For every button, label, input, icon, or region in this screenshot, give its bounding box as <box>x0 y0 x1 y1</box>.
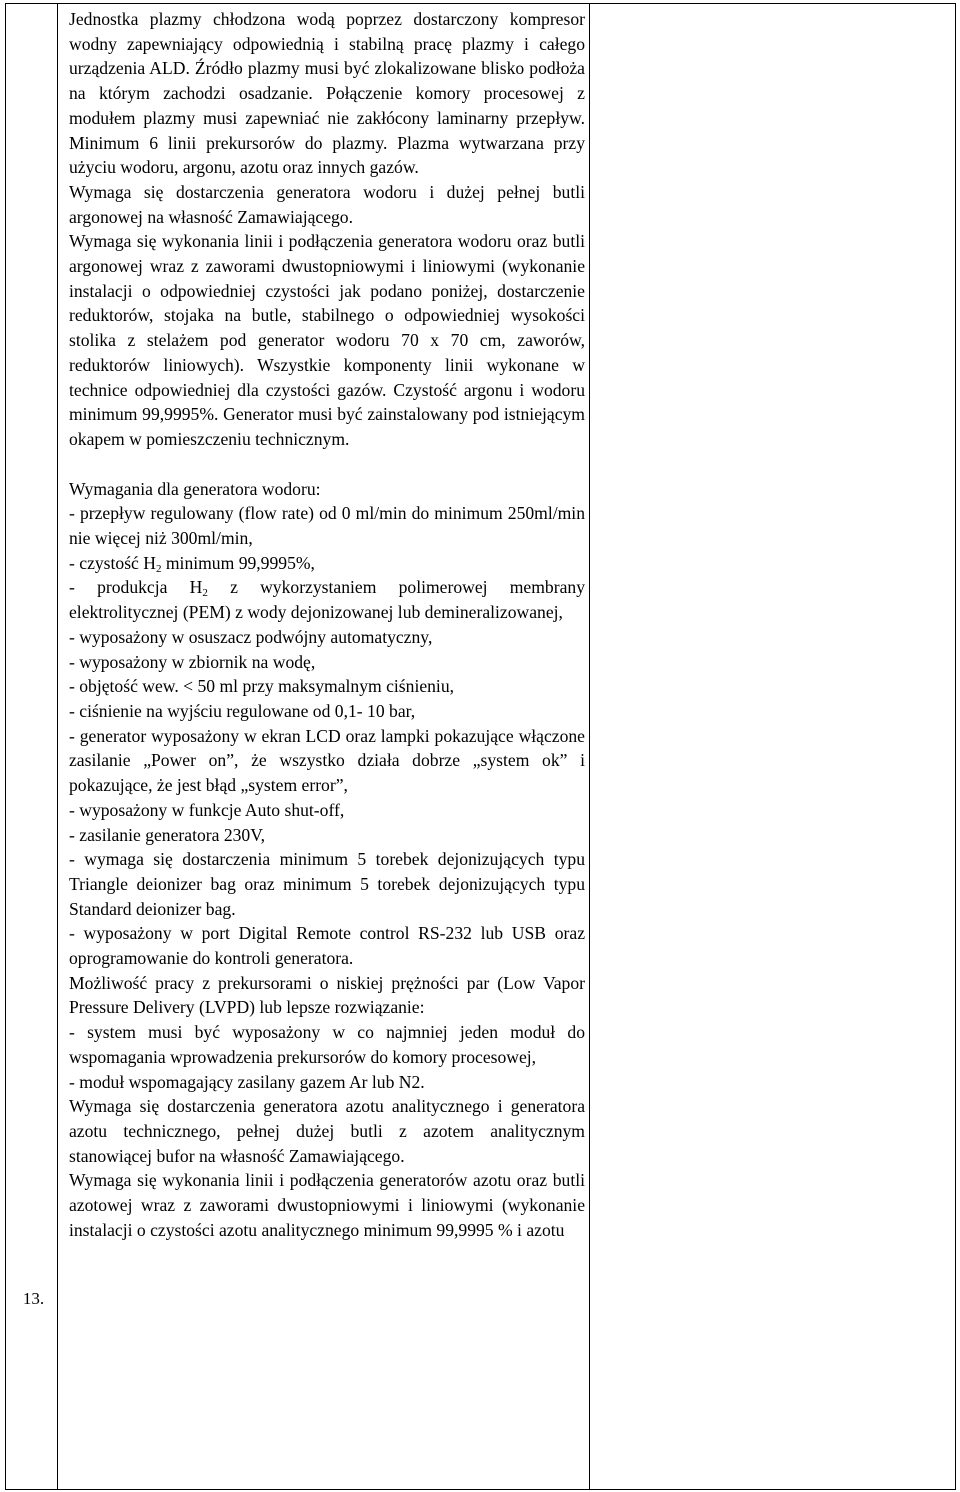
generator-heading: Wymagania dla generatora wodoru: <box>69 478 321 499</box>
nitrogen-installation-paragraph: Wymaga się wykonania linii i podłączenia generatorów azotu oraz butli azotowej wraz z zaworami dwustopniowymi i liniowymi (wykonanie instalacji o czystości azotu analitycznego minimum 99,9995 % i azotu <box>69 1170 585 1240</box>
lvpd-item: - moduł wspomagający zasilany gazem Ar lub N2. <box>69 1071 425 1092</box>
plasma-unit-paragraph: Jednostka plazmy chłodzona wodą poprzez dostarczony kompresor wodny zapewniający odpowiednią i stabilną pracę plazmy i całego urządzenia ALD. Źródło plazmy musi być zlokalizowane blisko podłoża na którym zachodzi osadzanie. Połączenie komory procesowej z modułem plazmy musi zapewniać nie zakłócony laminarny przepływ. Minimum 6 linii prekursorów do plazmy. Plazma wytwarzana przy użyciu wodoru, argonu, azotu oraz innych gazów. <box>69 9 585 178</box>
generator-production: - produkcja $H_2$ z wykorzystaniem polimerowej membrany elektrolitycznej (PEM) z wody dejonizowanej lub demineralizowanej, <box>69 577 585 623</box>
generator-item: - generator wyposażony w ekran LCD oraz lampki pokazujące włączone zasilanie „Power on”, że wszystko działa dobrze „system ok” i pokazujące, że jest błąd „system error”, <box>69 725 585 796</box>
generator-purity: - czystość $H_2$ minimum 99,9995%, <box>69 552 315 575</box>
generator-item: - objętość wew. < 50 ml przy maksymalnym ciśnieniu, <box>69 676 455 697</box>
column-divider-right <box>589 4 590 1489</box>
generator-item: - wyposażony w osuszacz podwójny automatyczny, <box>69 626 433 647</box>
nitrogen-generator-paragraph: Wymaga się dostarczenia generatora azotu analitycznego i generatora azotu technicznego, pełnej dużej butli z azotem analitycznym stanowiącej bufor na własność Zamawiającego. <box>69 1096 585 1166</box>
column-divider-left <box>57 4 58 1489</box>
requirements-text <box>69 7 585 1242</box>
lvpd-intro: Możliwość pracy z prekursorami o niskiej prężności par (Low Vapor Pressure Delivery (LVPD) lub lepsze rozwiązanie: <box>69 972 585 1018</box>
generator-flow: - przepływ regulowany (flow rate) od 0 ml/min do minimum 250ml/min nie więcej niż 300ml/min, <box>69 503 585 549</box>
hydrogen-generator-paragraph: Wymaga się dostarczenia generatora wodoru i dużej pełnej butli argonowej na własność Zamawiającego. <box>69 181 585 227</box>
paragraph-gap <box>69 452 585 477</box>
generator-item: - ciśnienie na wyjściu regulowane od 0,1- 10 bar, <box>69 700 416 721</box>
generator-item: - wymaga się dostarczenia minimum 5 torebek dejonizujących typu Triangle deionizer bag oraz minimum 5 torebek dejonizujących typu Standard deionizer bag. <box>69 849 585 919</box>
generator-item: - wyposażony w port Digital Remote control RS-232 lub USB oraz oprogramowanie do kontroli generatora. <box>69 923 585 969</box>
row-number: 13. <box>22 1289 45 1308</box>
generator-item: - wyposażony w zbiornik na wodę, <box>69 651 316 672</box>
generator-item: - wyposażony w funkcje Auto shut-off, <box>69 799 345 820</box>
lvpd-item: - system musi być wyposażony w co najmniej jeden moduł do wspomagania wprowadzenia prekursorów do komory procesowej, <box>69 1022 585 1067</box>
generator-item: - zasilanie generatora 230V, <box>69 824 266 845</box>
spec-table <box>5 3 956 1490</box>
installation-paragraph: Wymaga się wykonania linii i podłączenia generatora wodoru oraz butli argonowej wraz z zaworami dwustopniowymi i liniowymi (wykonanie instalacji o odpowiedniej czystości jak podano poniżej, dostarczenie reduktorów, stojaka na butle, stabilnego o odpowiedniej wysokości stolika z stelażem pod generator wodoru 70 x 70 cm, zaworów, reduktorów liniowych). Wszystkie komponenty linii wykonane w technice odpowiedniej dla czystości gazów. Czystość argonu i wodoru minimum 99,9995%. Generator musi być zainstalowany pod istniejącym okapem w pomieszczeniu technicznym. <box>69 231 585 449</box>
